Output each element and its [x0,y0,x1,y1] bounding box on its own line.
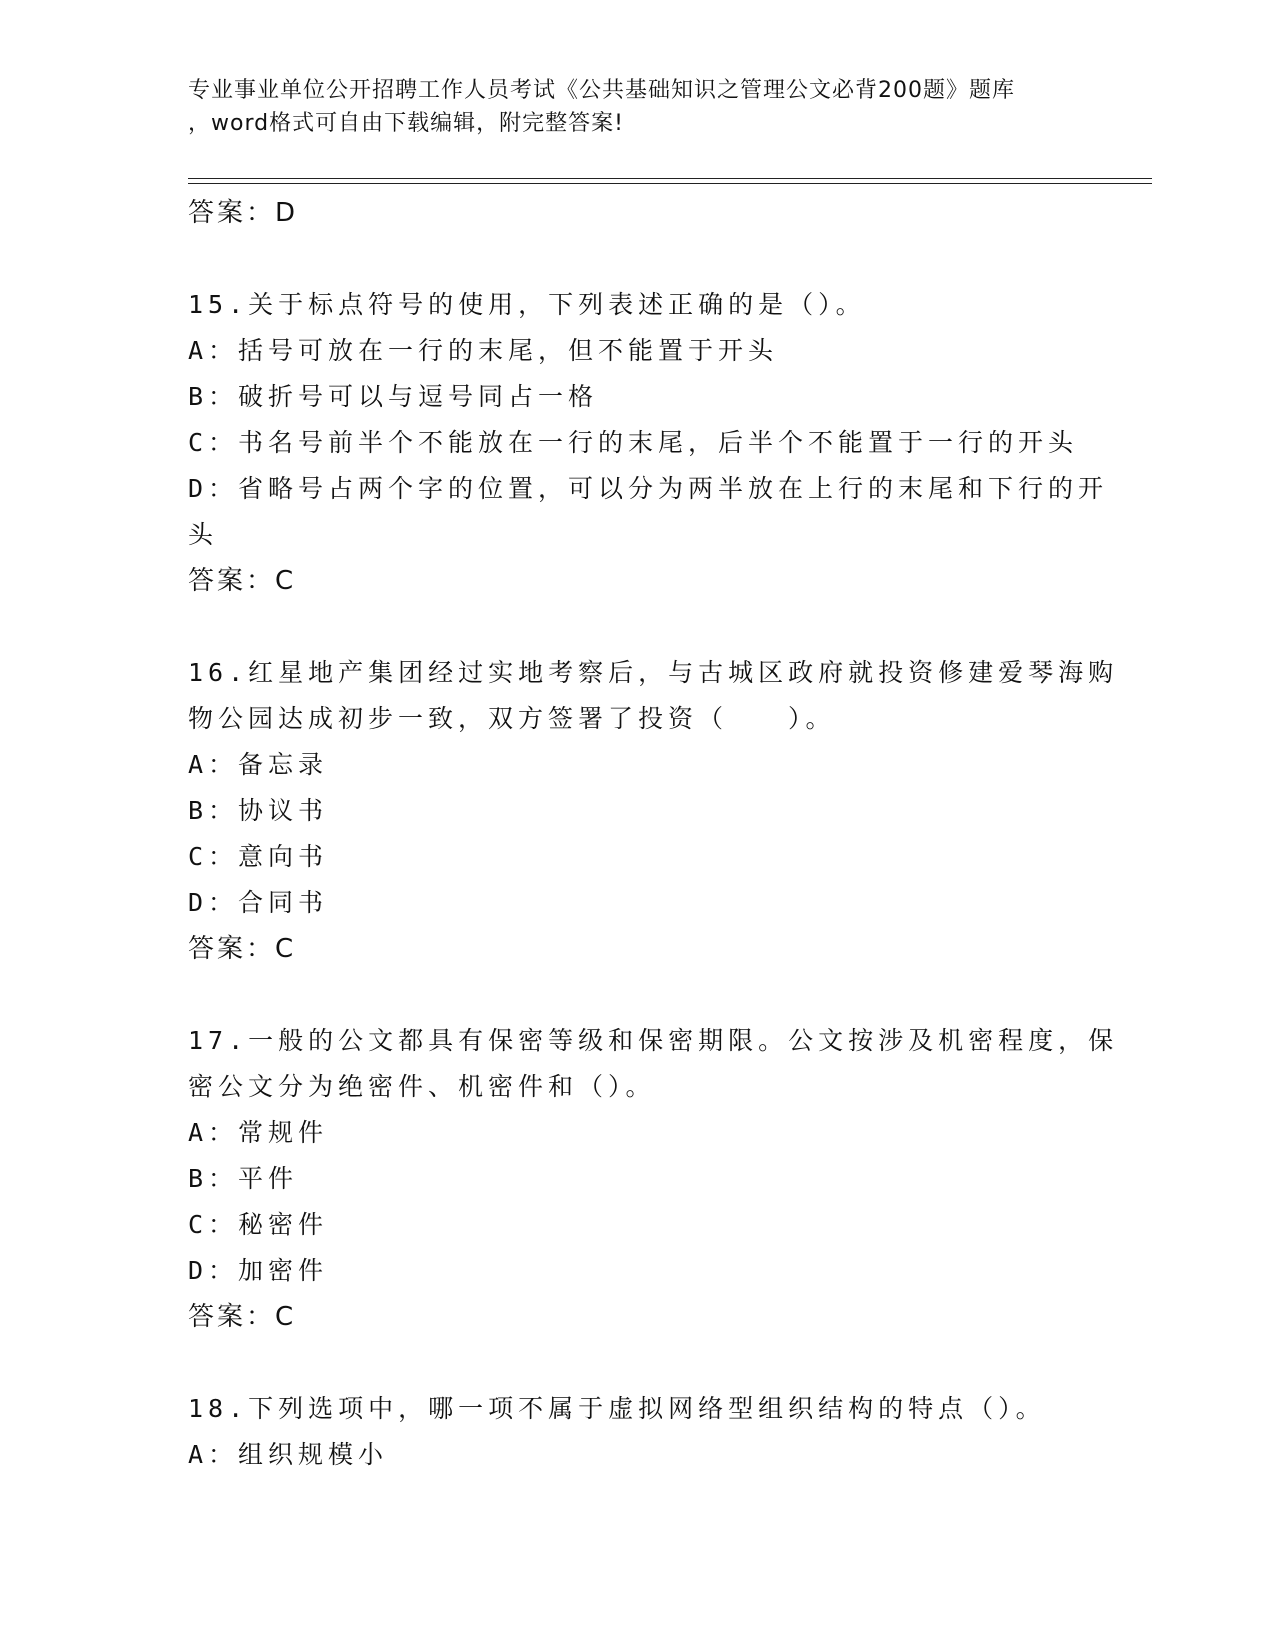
question-stem: 18.下列选项中，哪一项不属于虚拟网络型组织结构的特点（）。 [188,1394,1046,1423]
option-d-continued: 头 [188,520,219,549]
header-divider-bottom [188,183,1152,184]
option-a: A：组织规模小 [188,1440,389,1469]
option-c: C：意向书 [188,842,329,871]
answer-q14: 答案：D [188,198,299,228]
option-d: D：加密件 [188,1256,329,1285]
question-stem: 17.一般的公文都具有保密等级和保密期限。公文按涉及机密程度，保 [188,1026,1119,1055]
question-18 [188,1386,1088,1478]
question-16 [188,650,1119,972]
question-stem-continued: 密公文分为绝密件、机密件和（）。 [188,1072,656,1101]
answer-q15: 答案：C [188,566,297,596]
spacer [188,604,1088,650]
header-title-line-2: ，word格式可自由下载编辑，附完整答案! [188,111,624,136]
option-a: A：括号可放在一行的末尾，但不能置于开头 [188,336,779,365]
question-17 [188,1018,1119,1340]
option-b: B：协议书 [188,796,329,825]
header-title-line-1: 专业事业单位公开招聘工作人员考试《公共基础知识之管理公文必背200题》题库 [188,78,1015,103]
header-divider-top [188,178,1152,179]
option-b: B：破折号可以与逗号同占一格 [188,382,599,411]
answer-q17: 答案：C [188,1302,297,1332]
spacer [188,1340,1088,1386]
option-d: D：合同书 [188,888,329,917]
option-c: C：秘密件 [188,1210,329,1239]
question-15 [188,282,1109,604]
option-a: A：备忘录 [188,750,329,779]
question-stem: 16.红星地产集团经过实地考察后，与古城区政府就投资修建爱琴海购 [188,658,1119,687]
question-list [188,190,1119,1478]
question-stem-continued: 物公园达成初步一致，双方签署了投资（ ）。 [188,704,836,733]
option-d: D：省略号占两个字的位置，可以分为两半放在上行的末尾和下行的开 [188,474,1109,503]
answer-q16: 答案：C [188,934,297,964]
option-c: C：书名号前半个不能放在一行的末尾，后半个不能置于一行的开头 [188,428,1079,457]
option-a: A：常规件 [188,1118,329,1147]
spacer [188,236,1088,282]
document-header [188,74,1088,140]
option-b: B：平件 [188,1164,299,1193]
question-stem: 15.关于标点符号的使用，下列表述正确的是（）。 [188,290,866,319]
spacer [188,972,1088,1018]
